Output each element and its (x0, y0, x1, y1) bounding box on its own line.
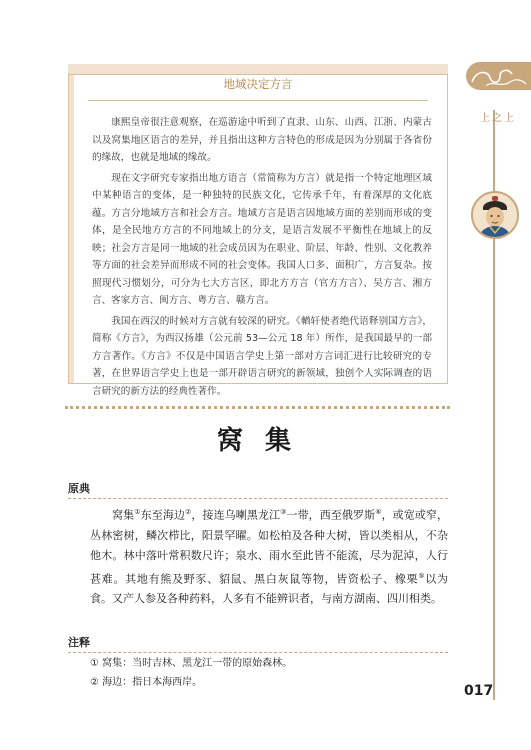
source-text-heading: 原典 (68, 482, 90, 495)
notes-heading: 注释 (68, 636, 90, 649)
heading-rule (68, 498, 448, 499)
cloud-scroll-icon (466, 62, 531, 90)
box-heading-rule (88, 100, 428, 101)
commentary-box (68, 64, 448, 397)
commentary-paragraph: 现在文字研究专家指出地方语言（常简称为方言）就是指一个特定地理区域中某种语言的变体，是一种独特的民族文化，它传承千年，有着深厚的文化底蕴。方言分地域方言和社会方言。地域方言是语言因地域方面的差别而形成的变体，是全民地方方言的不同地域上的分支，是语言发展不平衡性在地域上的反映；社会方言是同一地域的社会成员因为在职业、阶层、年龄、性别、文化教养等方面的社会差异而形成不同的社会变体。我国人口多、面积广，方言复杂。按照现代习惯划分，可分为七大方言区，即北方方言（官方方言）、吴方言、湘方言、客家方言、闽方言、粤方言、赣方言。 (92, 172, 432, 306)
section-label: 上之上 (480, 113, 516, 124)
commentary-paragraph: 康熙皇帝很注意观察，在巡游途中听到了直隶、山东、山西、江浙、内蒙古以及窝集地区语言的差异，并且指出这种方言特色的形成是因为分别属于各省份的缘故，也就是地域的缘故。 (92, 117, 432, 163)
source-text-segment: 窝集 (112, 508, 135, 522)
cloud-ornament-tab (466, 62, 531, 90)
chapter-title: 窝集 (216, 426, 313, 456)
heading-rule (68, 652, 448, 653)
page-number: 017 (464, 683, 494, 699)
commentary-text (92, 114, 432, 403)
note-item: ② 海边：指日本海西岸。 (90, 677, 203, 688)
source-text-segment: 东至海边 (140, 508, 186, 522)
box-heading: 地域决定方言 (223, 77, 293, 91)
source-text-segment: 以为食。又产人参及各种药料，人多有不能辨识者，与南方湖南、四川相类。 (90, 572, 449, 606)
footnote-marker[interactable]: ② (185, 508, 192, 516)
source-text-segment: ，接连乌喇黑龙江 (191, 508, 281, 522)
footnote-marker[interactable]: ③ (280, 508, 287, 516)
source-text (90, 502, 448, 609)
note-item: ① 窝集：当时吉林、黑龙江一带的原始森林。 (90, 658, 293, 669)
source-text-segment: 一带，西至俄罗斯 (286, 508, 376, 522)
footnote-marker[interactable]: ⑤ (418, 571, 426, 580)
source-text-segment: ，或宽或窄，丛林密树，鳞次栉比，阳景罕曜。如松柏及各种大树，皆以类相从，不杂他木。林中落叶常积数尺许；泉水、雨水至此皆不能流，尽为泥淖，人行甚难。其地有熊及野豕、貂鼠、黑白灰鼠等物，皆资松子、橡栗 (90, 508, 449, 586)
dotted-divider (65, 406, 450, 409)
notes-list (90, 654, 450, 692)
footnote-marker[interactable]: ① (134, 508, 141, 516)
emperor-portrait-icon (471, 191, 519, 239)
commentary-paragraph: 我国在西汉的时候对方言就有较深的研究。《輶轩使者绝代语释别国方言》，简称《方言》，为西汉扬雄（公元前 53—公元 18 年）所作，是我国最早的一部方言著作。《方言》不仅是中国语言学史上第一部对方言词汇进行比较研究的专著，在世界语言学史上也是一部开辟语言研究的新领域，独创个人实际调查的语言研究的新方法的经典性著作。 (92, 315, 432, 397)
footnote-marker[interactable]: ④ (375, 508, 382, 516)
